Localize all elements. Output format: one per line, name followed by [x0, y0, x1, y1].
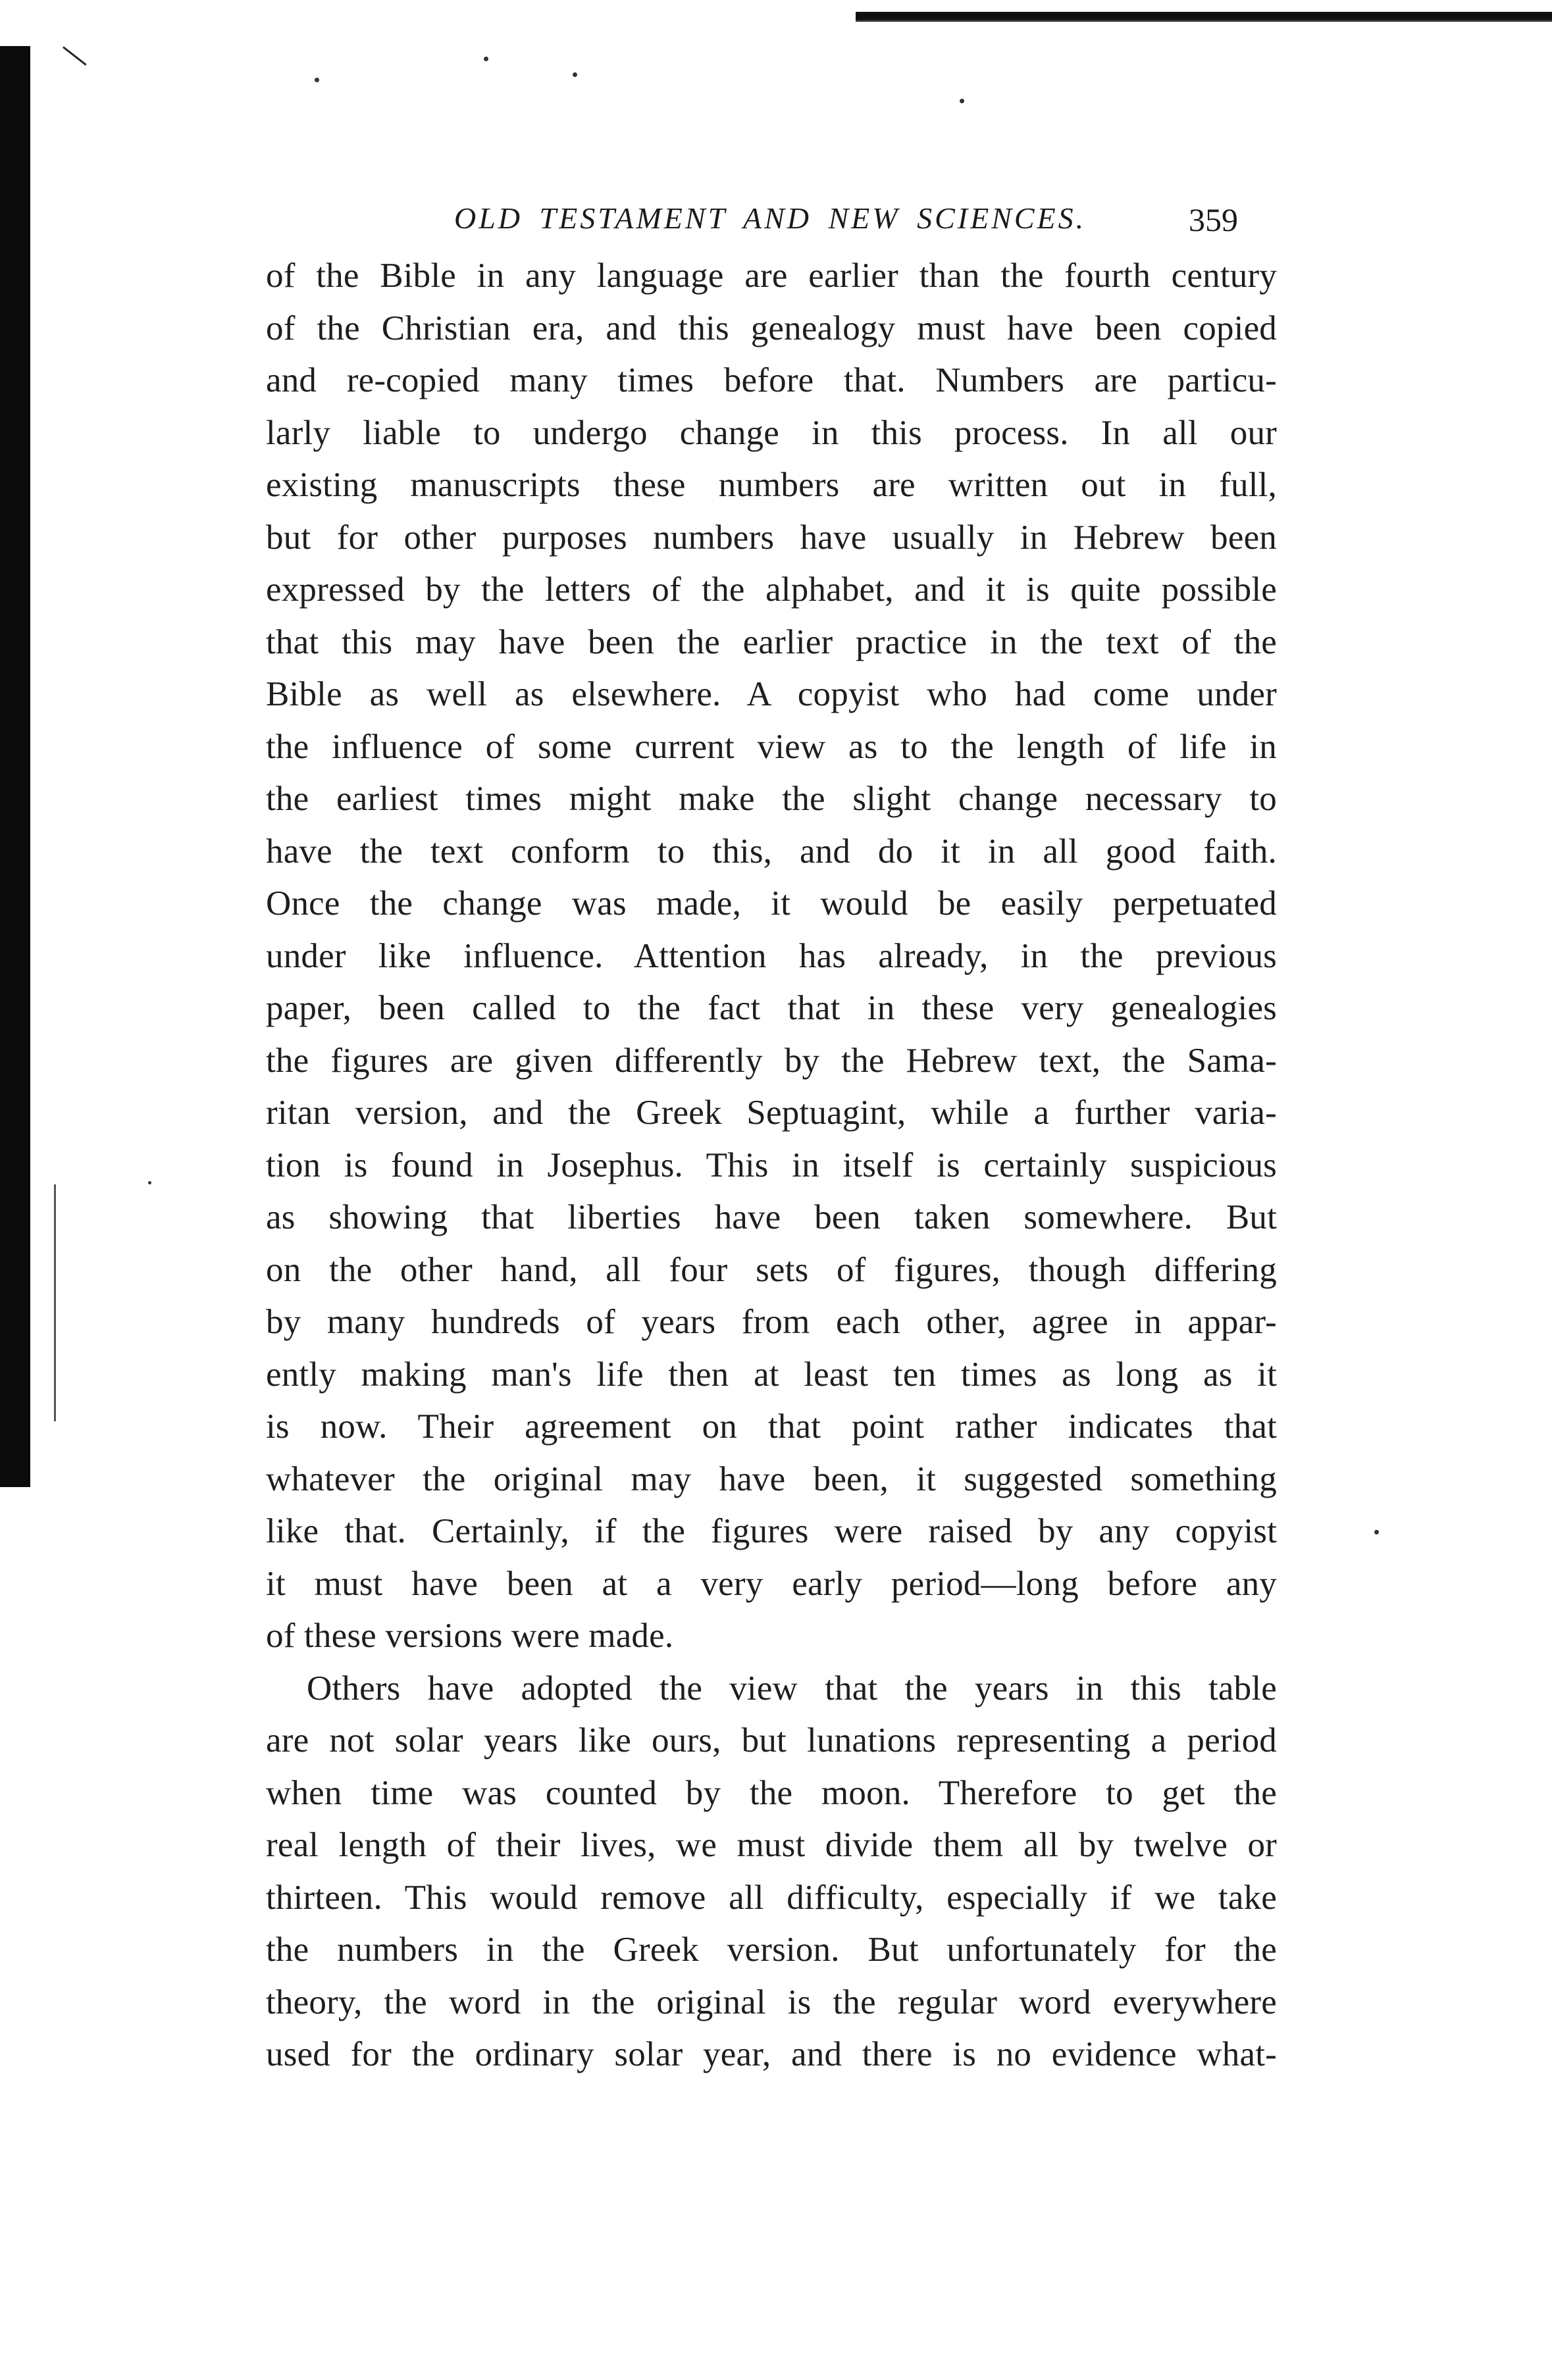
text-line: on the other hand, all four sets of figures, though differing — [266, 1250, 1277, 1289]
text-line: but for other purposes numbers have usually in Hebrew been — [266, 518, 1277, 557]
paragraph-2 — [266, 1663, 1277, 2081]
text-line: under like influence. Attention has already, in the previous — [266, 936, 1277, 975]
text-line: Once the change was made, it would be easily perpetuated — [266, 884, 1277, 923]
text-line: paper, been called to the fact that in these very genealogies — [266, 989, 1277, 1027]
text-line: of the Christian era, and this genealogy must have been copied — [266, 309, 1277, 347]
text-line: are not solar years like ours, but lunations representing a period — [266, 1721, 1277, 1760]
text-line: the figures are given differently by the Hebrew text, the Sama- — [266, 1041, 1277, 1080]
text-line: as showing that liberties have been taken somewhere. But — [266, 1198, 1277, 1236]
scan-speck — [1374, 1530, 1379, 1534]
scan-top-rule-thin — [856, 20, 1552, 22]
text-line: tion is found in Josephus. This in itself is certainly suspicious — [266, 1146, 1277, 1184]
text-line: the numbers in the Greek version. But unfortunately for the — [266, 1931, 1277, 1969]
text-line: real length of their lives, we must divide them all by twelve or — [266, 1826, 1277, 1864]
text-line: ritan version, and the Greek Septuagint, while a further varia- — [266, 1094, 1277, 1132]
text-line: the earliest times might make the slight change necessary to — [266, 780, 1277, 818]
scan-speck — [148, 1181, 151, 1184]
text-line: expressed by the letters of the alphabet, and it is quite possible — [266, 570, 1277, 609]
scan-speck — [960, 99, 964, 103]
scan-speck — [573, 72, 577, 77]
text-line: existing manuscripts these numbers are written out in full, — [266, 466, 1277, 504]
scan-mark — [63, 46, 87, 65]
scan-speck — [484, 57, 488, 61]
text-line: by many hundreds of years from each other, agree in appar- — [266, 1303, 1277, 1341]
text-line: and re-copied many times before that. Numbers are particu- — [266, 361, 1277, 399]
text-line: of these versions were made. — [266, 1617, 674, 1655]
scan-speck — [315, 78, 319, 82]
text-line: used for the ordinary solar year, and there is no evidence what- — [266, 2035, 1277, 2073]
text-line: ently making man's life then at least ten times as long as it — [266, 1355, 1277, 1394]
text-line: when time was counted by the moon. Therefore to get the — [266, 1773, 1277, 1812]
running-title: OLD TESTAMENT AND NEW SCIENCES. — [454, 201, 1087, 235]
text-line: the influence of some current view as to the length of life in — [266, 727, 1277, 766]
text-line: of the Bible in any language are earlier than the fourth century — [266, 257, 1277, 295]
text-line: larly liable to undergo change in this process. In all our — [266, 413, 1277, 452]
text-line: Others have adopted the view that the years in this table — [307, 1669, 1277, 1708]
text-line: is now. Their agreement on that point rather indicates that — [266, 1407, 1277, 1446]
body-text — [266, 250, 1277, 2081]
text-line: it must have been at a very early period—long before any — [266, 1564, 1277, 1603]
text-line: like that. Certainly, if the figures were raised by any copyist — [266, 1512, 1277, 1550]
text-line: whatever the original may have been, it suggested something — [266, 1459, 1277, 1498]
text-line: theory, the word in the original is the regular word everywhere — [266, 1983, 1277, 2021]
text-line: have the text conform to this, and do it in all good faith. — [266, 832, 1277, 871]
text-line: that this may have been the earlier practice in the text of the — [266, 622, 1277, 661]
scan-edge-shadow — [0, 46, 30, 1487]
scan-edge-line — [54, 1184, 56, 1421]
text-line: thirteen. This would remove all difficulty, especially if we take — [266, 1878, 1277, 1917]
text-line: Bible as well as elsewhere. A copyist who had come under — [266, 675, 1277, 713]
page-number: 359 — [1189, 201, 1238, 238]
paragraph-1 — [266, 250, 1277, 1663]
